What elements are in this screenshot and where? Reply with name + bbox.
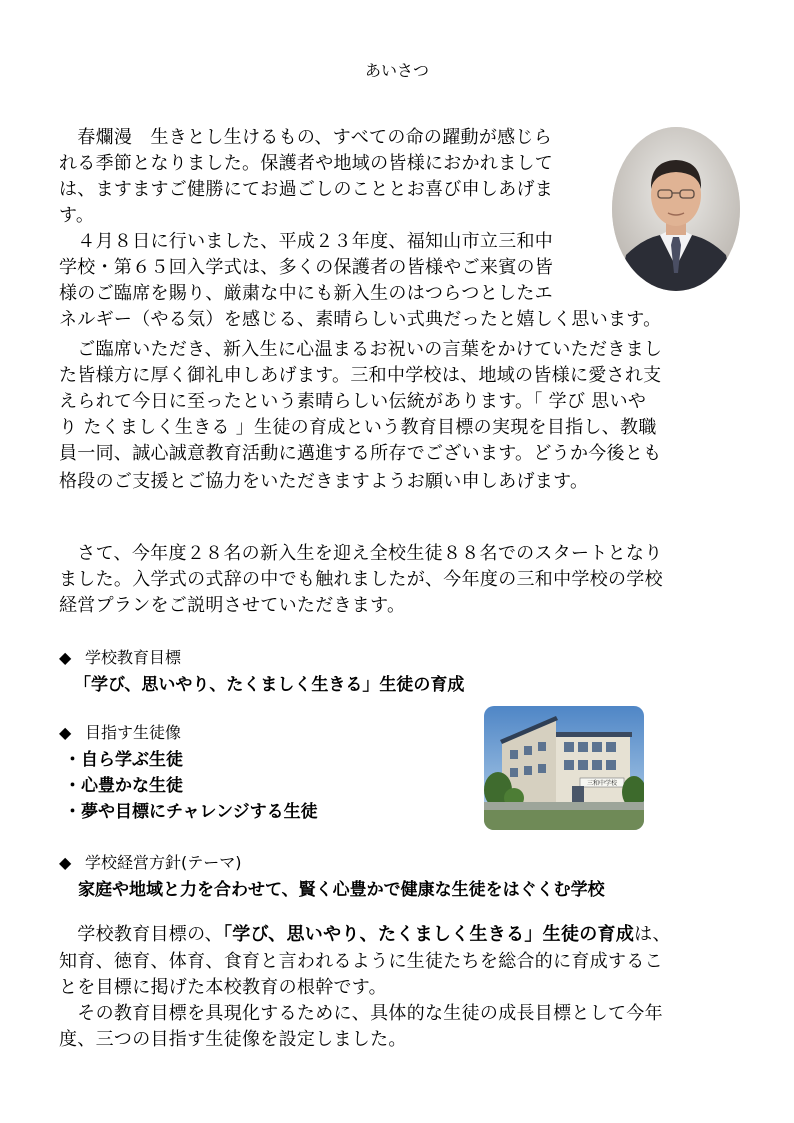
education-goal-line: 度、三つの目指す生徒像を設定しました。 — [59, 1029, 407, 1050]
student-ideal-item: ・心豊かな生徒 — [64, 776, 183, 796]
ceremony-line: ４月８日に行いました、平成２３年度、福知山市立三和中 — [59, 231, 554, 252]
section-heading — [59, 645, 181, 668]
greeting-line: れる季節となりました。保護者や地域の皆様におかれまして — [59, 153, 554, 174]
education-goal-line — [59, 923, 671, 946]
education-goal-line: とを目標に掲げた本校教育の根幹です。 — [59, 977, 387, 998]
education-goal-line: 知育、徳育、体育、食育と言われるように生徒たちを総合的に育成するこ — [59, 951, 663, 972]
education-goal-emphasis: 「学び、思いやり、たくましく生きる」生徒の育成 — [222, 924, 635, 945]
plan-intro-line: 経営プランをご説明させていただきます。 — [59, 595, 406, 616]
thanks-line: ご臨席いただき、新入生に心温まるお祝いの言葉をかけていただきまし — [59, 339, 663, 360]
thanks-line: り たくましく生きる 」生徒の育成という教育目標の実現を目指し、教職 — [59, 417, 657, 438]
thanks-line: 員一同、誠心誠意教育活動に邁進する所存でございます。どうか今後とも — [59, 443, 662, 464]
section-heading-label: 目指す生徒像 — [85, 723, 182, 742]
section-heading-label: 学校経営方針(テーマ) — [85, 853, 242, 872]
plan-intro-line: ました。入学式の式辞の中でも触れましたが、今年度の三和中学校の学校 — [59, 569, 663, 590]
school-sign-text: 三和中学校 — [586, 780, 618, 787]
section-heading-label: 学校教育目標 — [85, 648, 182, 667]
education-goal-text: 学校教育目標の、 — [59, 924, 223, 945]
ceremony-line: 様のご臨席を賜り、厳粛な中にも新入生のはつらつとしたエ — [59, 283, 553, 304]
school-goal: 「学び、思いやり、たくましく生きる」生徒の育成 — [74, 675, 465, 695]
education-goal-line: その教育目標を具現化するために、具体的な生徒の成長目標として今年 — [59, 1003, 663, 1024]
plan-intro-line: さて、今年度２８名の新入生を迎え全校生徒８８名でのスタートとなり — [59, 543, 663, 564]
diamond-bullet-icon: ◆ — [59, 648, 72, 667]
education-goal-text: は、 — [634, 924, 671, 945]
greeting-line: 春爛漫 生きとし生けるもの、すべての命の躍動が感じら — [59, 127, 553, 148]
student-ideal-item: ・自ら学ぶ生徒 — [64, 750, 183, 770]
section-heading — [59, 850, 242, 873]
page-title: あいさつ — [364, 61, 429, 80]
greeting-line: は、ますますご健勝にてお過ごしのこととお喜び申しあげま — [59, 179, 554, 200]
diamond-bullet-icon: ◆ — [59, 853, 72, 872]
thanks-line: た皆様方に厚く御礼申しあげます。三和中学校は、地域の皆様に愛され支 — [59, 365, 662, 386]
principal-portrait — [612, 127, 740, 291]
school-building-photo — [484, 706, 644, 830]
greeting-line: す。 — [59, 205, 95, 226]
student-ideal-item: ・夢や目標にチャレンジする生徒 — [64, 802, 318, 822]
management-policy: 家庭や地域と力を合わせて、賢く心豊かで健康な生徒をはぐくむ学校 — [78, 880, 605, 900]
diamond-bullet-icon: ◆ — [59, 723, 72, 742]
section-heading — [59, 720, 181, 743]
thanks-line: 格段のご支援とご協力をいただきますようお願い申しあげます。 — [59, 471, 589, 492]
ceremony-line: ネルギー（やる気）を感じる、素晴らしい式典だったと嬉しく思います。 — [59, 309, 662, 330]
ceremony-line: 学校・第６５回入学式は、多くの保護者の皆様やご来賓の皆 — [59, 257, 554, 278]
thanks-line: えられて今日に至ったという素晴らしい伝統があります。「 学び 思いや — [59, 391, 647, 412]
